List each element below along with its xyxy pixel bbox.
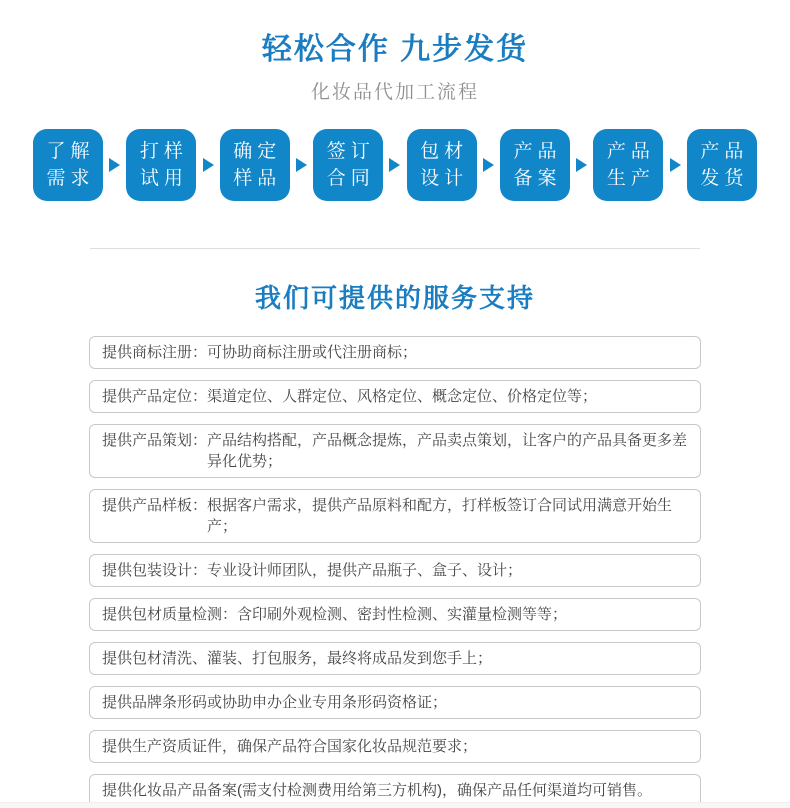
- service-label: 提供包装设计：: [102, 562, 208, 579]
- service-item: [89, 730, 701, 763]
- step-box-2: [126, 129, 196, 201]
- step-line: 产品: [606, 141, 655, 162]
- services-list: [89, 336, 701, 807]
- step-box-3: [220, 129, 290, 201]
- arrow-right-icon: [483, 158, 494, 172]
- bottom-divider: [0, 802, 790, 808]
- service-item: [89, 336, 701, 369]
- service-text: 根据客户需求，提供产品原料和配方，打样板签订合同试用满意开始生产；: [207, 497, 673, 535]
- service-item: [89, 380, 701, 413]
- service-label: 提供产品样板：: [102, 497, 208, 514]
- step-line: 合同: [326, 168, 375, 189]
- step-line: 打样: [139, 141, 188, 162]
- service-item: [89, 642, 701, 675]
- step-line: 需求: [46, 168, 95, 189]
- step-box-1: [33, 129, 103, 201]
- step-line: 了解: [46, 141, 95, 162]
- service-text: 提供包材清洗、灌装、打包服务，最终将成品发到您手上；: [102, 650, 493, 667]
- service-label: 提供产品策划：: [102, 432, 208, 449]
- service-text: 含印刷外观检测、密封性检测、实灌量检测等等；: [237, 606, 568, 623]
- step-line: 确定: [233, 141, 282, 162]
- step-line: 产品: [513, 141, 562, 162]
- step-line: 签订: [326, 141, 375, 162]
- step-box-6: [500, 129, 570, 201]
- arrow-right-icon: [670, 158, 681, 172]
- step-line: 包材: [420, 141, 469, 162]
- page-title: 轻松合作 九步发货: [261, 33, 529, 66]
- step-line: 发货: [700, 168, 749, 189]
- service-text: 渠道定位、人群定位、风格定位、概念定位、价格定位等；: [207, 388, 598, 405]
- service-item: [89, 489, 701, 543]
- services-title: 我们可提供的服务支持: [254, 283, 535, 313]
- step-box-5: [407, 129, 477, 201]
- arrow-right-icon: [576, 158, 587, 172]
- service-text: 提供化妆品产品备案(需支付检测费用给第三方机构)，确保产品任何渠道均可销售。: [102, 782, 652, 799]
- arrow-right-icon: [296, 158, 307, 172]
- step-box-8: [687, 129, 757, 201]
- service-text: 可协助商标注册或代注册商标；: [207, 344, 418, 361]
- service-text: 提供生产资质证件，确保产品符合国家化妆品规范要求；: [102, 738, 478, 755]
- step-line: 产品: [700, 141, 749, 162]
- step-box-7: [593, 129, 663, 201]
- page-header: [0, 0, 790, 104]
- service-text: 专业设计师团队，提供产品瓶子、盒子、设计；: [207, 562, 523, 579]
- service-text: 产品结构搭配，产品概念提炼，产品卖点策划，让客户的产品具备更多差异化优势；: [207, 432, 688, 470]
- step-box-4: [313, 129, 383, 201]
- service-item: [89, 686, 701, 719]
- service-item: [89, 424, 701, 478]
- service-label: 提供产品定位：: [102, 388, 208, 405]
- arrow-right-icon: [203, 158, 214, 172]
- page-subtitle: 化妆品代加工流程: [310, 82, 479, 103]
- step-line: 生产: [606, 168, 655, 189]
- arrow-right-icon: [389, 158, 400, 172]
- service-label: 提供商标注册：: [102, 344, 208, 361]
- service-item: [89, 554, 701, 587]
- step-line: 备案: [513, 168, 562, 189]
- section-divider: [90, 248, 700, 249]
- step-line: 样品: [233, 168, 282, 189]
- service-item: [89, 598, 701, 631]
- step-line: 试用: [139, 168, 188, 189]
- step-line: 设计: [420, 168, 469, 189]
- arrow-right-icon: [109, 158, 120, 172]
- process-steps: [0, 129, 790, 201]
- service-label: 提供包材质量检测：: [102, 606, 238, 623]
- service-text: 提供品牌条形码或协助申办企业专用条形码资格证；: [102, 694, 448, 711]
